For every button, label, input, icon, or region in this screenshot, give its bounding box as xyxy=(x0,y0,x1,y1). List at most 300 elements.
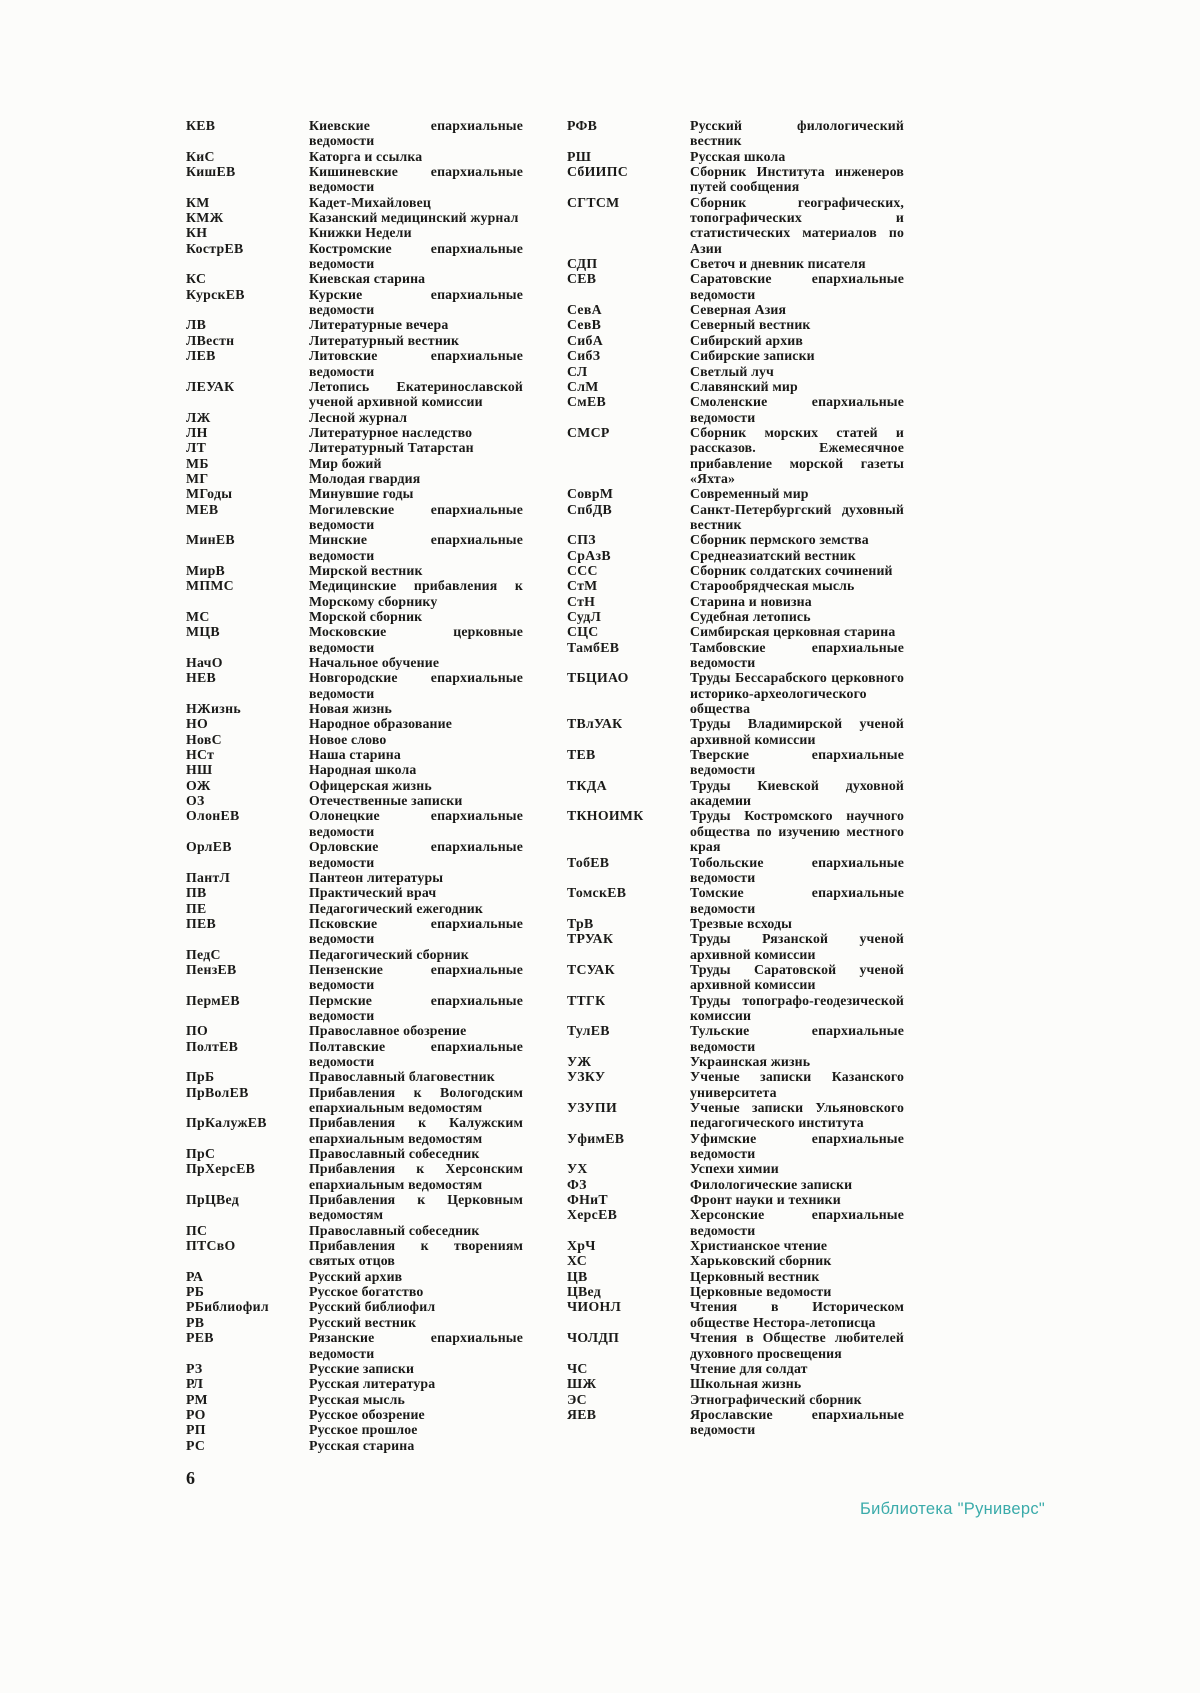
abbreviation-entry xyxy=(186,808,523,839)
abbreviation-entry xyxy=(186,947,523,962)
definition: Чтение для солдат xyxy=(690,1360,808,1376)
abbreviation-entry xyxy=(186,839,523,870)
abbreviation: РС xyxy=(186,1437,206,1453)
abbreviation-entry xyxy=(567,425,904,486)
abbreviation: СПЗ xyxy=(567,532,596,548)
abbreviation: ПЕВ xyxy=(186,915,217,931)
abbreviation: СЦС xyxy=(567,624,599,640)
abbreviation-entry xyxy=(186,1069,523,1084)
abbreviation: СМСР xyxy=(567,424,610,440)
abbreviation-entry xyxy=(567,931,904,962)
abbreviation: ТКДА xyxy=(567,777,607,793)
abbreviation-entry xyxy=(186,1330,523,1361)
definition: Чтения в Обществе любителей духовного просвещения xyxy=(690,1330,904,1361)
abbreviation-entry xyxy=(567,747,904,778)
abbreviation: ОлонЕВ xyxy=(186,808,240,824)
abbreviation: СевВ xyxy=(567,317,602,333)
abbreviation-entry xyxy=(567,1376,904,1391)
definition: Литературные вечера xyxy=(309,317,449,333)
definition: Новое слово xyxy=(309,731,387,747)
abbreviation: ЛВ xyxy=(186,317,207,333)
abbreviation-entry xyxy=(186,993,523,1024)
abbreviation-entry xyxy=(567,778,904,809)
definition: Сборник Института инженеров путей сообщения xyxy=(690,164,904,195)
abbreviation-entry xyxy=(186,440,523,455)
definition: Русская мысль xyxy=(309,1391,405,1407)
definition: Прибавления к Церковным ведомостям xyxy=(309,1192,523,1223)
abbreviation: РБ xyxy=(186,1284,205,1300)
abbreviation: ПрХерсЕВ xyxy=(186,1161,256,1177)
abbreviation: СДП xyxy=(567,256,598,272)
abbreviation: ТКНОИМК xyxy=(567,808,644,824)
abbreviation-entry xyxy=(567,256,904,271)
abbreviation-entry xyxy=(567,993,904,1024)
definition: Сибирские записки xyxy=(690,348,815,364)
abbreviation-entry xyxy=(567,302,904,317)
abbreviation-entry xyxy=(186,762,523,777)
abbreviation: ЛЕВ xyxy=(186,348,216,364)
abbreviation: УфимЕВ xyxy=(567,1130,625,1146)
definition: Тамбовские епархиальные ведомости xyxy=(690,639,904,671)
abbreviation: ПолтЕВ xyxy=(186,1038,239,1054)
abbreviation-entry xyxy=(567,1207,904,1238)
abbreviation: СбИИПС xyxy=(567,164,628,180)
definition: Украинская жизнь xyxy=(690,1053,811,1069)
abbreviation: КишЕВ xyxy=(186,164,236,180)
definition: Практический врач xyxy=(309,885,437,901)
definition: Лесной журнал xyxy=(309,409,408,425)
abbreviation-entry xyxy=(186,379,523,410)
abbreviation-entry xyxy=(567,317,904,332)
abbreviation: ТулЕВ xyxy=(567,1023,610,1039)
definition: Труды Костромского научного общества по изучению местного края xyxy=(690,808,904,855)
abbreviation: РШ xyxy=(567,148,592,164)
abbreviation-entry xyxy=(186,885,523,900)
definition: Рязанские епархиальные ведомости xyxy=(309,1330,523,1361)
abbreviation: МинЕВ xyxy=(186,532,235,548)
definition: Ярославские епархиальные ведомости xyxy=(690,1406,904,1438)
abbreviation-entry xyxy=(186,271,523,286)
abbreviation-entry xyxy=(186,701,523,716)
definition: Северная Азия xyxy=(690,302,787,318)
abbreviation: ТомскЕВ xyxy=(567,885,627,901)
abbreviation: ПрБ xyxy=(186,1069,215,1085)
definition: Педагогический сборник xyxy=(309,946,469,962)
abbreviation: ПТСвО xyxy=(186,1238,236,1254)
abbreviation: ЧИОНЛ xyxy=(567,1299,622,1315)
abbreviation-entry xyxy=(567,1407,904,1438)
abbreviation-entry xyxy=(186,287,523,318)
abbreviation: СоврМ xyxy=(567,486,614,502)
abbreviation: ЛТ xyxy=(186,440,207,456)
definition: Труды Рязанской ученой архивной комиссии xyxy=(690,931,904,962)
definition: Старообрядческая мысль xyxy=(690,578,855,594)
abbreviation-entry xyxy=(186,317,523,332)
abbreviation-entry xyxy=(186,563,523,578)
definition: Орловские епархиальные ведомости xyxy=(309,839,523,870)
abbreviation: ПрВолЕВ xyxy=(186,1084,249,1100)
definition: Казанский медицинский журнал xyxy=(309,210,519,226)
abbreviation-entry xyxy=(567,333,904,348)
definition: Светоч и дневник писателя xyxy=(690,256,866,272)
abbreviation-entry xyxy=(567,609,904,624)
abbreviation: ПрЦВед xyxy=(186,1192,240,1208)
abbreviation-entry xyxy=(186,1115,523,1146)
abbreviation-entry xyxy=(186,164,523,195)
definition: Тульские епархиальные ведомости xyxy=(690,1023,904,1054)
abbreviation: ПЕ xyxy=(186,900,207,916)
abbreviation: ОЗ xyxy=(186,793,205,809)
definition: Новая жизнь xyxy=(309,701,392,717)
definition: Судебная летопись xyxy=(690,609,811,624)
definition: Русский архив xyxy=(309,1268,403,1284)
definition: Труды Бессарабского церковного историко-археологического общества xyxy=(690,670,904,717)
abbreviation: НШ xyxy=(186,762,213,778)
abbreviation-entry xyxy=(186,241,523,272)
definition: Славянский мир xyxy=(690,378,798,394)
abbreviation-entry xyxy=(567,563,904,578)
abbreviation: КострЕВ xyxy=(186,240,244,256)
definition: Медицинские прибавления к Морскому сборнику xyxy=(309,578,523,609)
definition: Киевская старина xyxy=(309,271,426,287)
abbreviation: СлМ xyxy=(567,378,599,394)
abbreviation: ЯЕВ xyxy=(567,1406,597,1422)
abbreviation-entry xyxy=(186,1315,523,1330)
abbreviation: МБ xyxy=(186,455,209,471)
definition: Симбирская церковная старина xyxy=(690,624,896,640)
abbreviation-entry xyxy=(186,348,523,379)
abbreviation-entry xyxy=(567,1161,904,1176)
abbreviation: МПМС xyxy=(186,578,234,594)
abbreviation-entry xyxy=(186,901,523,916)
definition: Начальное обучение xyxy=(309,655,440,671)
abbreviation-entry xyxy=(567,670,904,716)
abbreviation-entry xyxy=(186,870,523,885)
abbreviation-entry xyxy=(567,1253,904,1268)
abbreviation-entry xyxy=(186,778,523,793)
definition: Прибавления к Херсонским епархиальным ведомостям xyxy=(309,1161,523,1192)
definition: Ученые записки Казанского университета xyxy=(690,1069,904,1100)
abbreviation-entry xyxy=(567,855,904,886)
definition: Томские епархиальные ведомости xyxy=(690,885,904,916)
abbreviation: ТВлУАК xyxy=(567,716,623,732)
abbreviation: СтН xyxy=(567,593,596,609)
abbreviation-entry xyxy=(186,1039,523,1070)
definition: Русское богатство xyxy=(309,1284,424,1300)
abbreviation: СибЗ xyxy=(567,348,601,364)
definition: Харьковский сборник xyxy=(690,1253,832,1269)
abbreviation: НачО xyxy=(186,655,223,671)
definition: Каторга и ссылка xyxy=(309,148,423,164)
definition: Псковские епархиальные ведомости xyxy=(309,915,523,947)
definition: Сборник морских статей и рассказов. Ежемесячное прибавление морской газеты «Яхта» xyxy=(690,424,904,486)
abbreviation-entry xyxy=(567,1269,904,1284)
right-column xyxy=(567,118,904,1453)
abbreviation: МирВ xyxy=(186,562,226,578)
abbreviation: МЦВ xyxy=(186,624,220,640)
abbreviation-entry xyxy=(567,1054,904,1069)
abbreviation: МЕВ xyxy=(186,501,219,517)
abbreviation: РФВ xyxy=(567,118,598,133)
abbreviation-entry xyxy=(567,624,904,639)
abbreviation: ПрС xyxy=(186,1146,216,1162)
abbreviation: УЗКУ xyxy=(567,1069,606,1085)
definition: Старина и новизна xyxy=(690,593,812,609)
abbreviation: ЛЕУАК xyxy=(186,378,235,394)
definition: Русский вестник xyxy=(309,1314,417,1330)
abbreviation-entry xyxy=(186,1407,523,1422)
abbreviation: ЛН xyxy=(186,424,208,440)
abbreviation-entry xyxy=(567,1392,904,1407)
definition: Православный собеседник xyxy=(309,1146,480,1162)
abbreviation: ПрКалужЕВ xyxy=(186,1115,267,1131)
definition: Уфимские епархиальные ведомости xyxy=(690,1130,904,1162)
definition: Литовские епархиальные ведомости xyxy=(309,348,523,379)
definition: Наша старина xyxy=(309,747,401,763)
abbreviation-entry xyxy=(186,609,523,624)
abbreviation: ТрВ xyxy=(567,915,594,931)
library-watermark: Библиотека "Руниверс" xyxy=(860,1500,1046,1518)
abbreviation-entry xyxy=(567,578,904,593)
abbreviation: РЕВ xyxy=(186,1330,214,1346)
definition: Саратовские епархиальные ведомости xyxy=(690,271,904,302)
definition: Этнографический сборник xyxy=(690,1391,862,1407)
definition: Светлый луч xyxy=(690,363,774,379)
definition: Христианское чтение xyxy=(690,1238,828,1254)
definition: Олонецкие епархиальные ведомости xyxy=(309,808,523,839)
definition: Санкт-Петербургский духовный вестник xyxy=(690,501,904,532)
definition: Педагогический ежегодник xyxy=(309,900,483,916)
abbreviation: НО xyxy=(186,716,209,732)
abbreviation: ОрлЕВ xyxy=(186,839,232,855)
abbreviation: КЕВ xyxy=(186,118,216,133)
abbreviation-entry xyxy=(186,578,523,609)
abbreviation-entry xyxy=(567,548,904,563)
definition: Литературное наследство xyxy=(309,424,473,440)
abbreviation: ФЗ xyxy=(567,1176,587,1192)
definition: Школьная жизнь xyxy=(690,1376,802,1392)
definition: Церковные ведомости xyxy=(690,1284,832,1300)
definition: Чтения в Историческом обществе Нестора-летописца xyxy=(690,1299,904,1330)
abbreviation-entry xyxy=(186,425,523,440)
abbreviation: ТамбЕВ xyxy=(567,639,620,655)
definition: Пантеон литературы xyxy=(309,869,444,885)
definition: Курские епархиальные ведомости xyxy=(309,286,523,318)
abbreviation-entry xyxy=(186,1361,523,1376)
abbreviation: МС xyxy=(186,609,210,624)
abbreviation-entry xyxy=(567,808,904,854)
abbreviation: РЗ xyxy=(186,1360,203,1376)
abbreviation-entry xyxy=(186,916,523,947)
definition: Среднеазиатский вестник xyxy=(690,547,856,563)
abbreviation-entry xyxy=(186,793,523,808)
abbreviation: КС xyxy=(186,271,207,287)
abbreviation: КМЖ xyxy=(186,210,224,226)
abbreviation: ПермЕВ xyxy=(186,992,240,1008)
abbreviation: КМ xyxy=(186,194,210,210)
abbreviation-entry xyxy=(567,1299,904,1330)
abbreviation-entry xyxy=(567,348,904,363)
definition: Филологические записки xyxy=(690,1176,853,1192)
abbreviation-entry xyxy=(186,1085,523,1116)
definition: Киевские епархиальные ведомости xyxy=(309,118,523,149)
abbreviation: НЖизнь xyxy=(186,701,241,717)
abbreviation-entry xyxy=(186,624,523,655)
abbreviation-entry xyxy=(567,716,904,747)
abbreviation: СпбДВ xyxy=(567,501,613,517)
abbreviation-entry xyxy=(186,670,523,701)
definition: Костромские епархиальные ведомости xyxy=(309,240,523,272)
abbreviation-entry xyxy=(567,532,904,547)
abbreviation: СибА xyxy=(567,332,603,348)
definition: Кишиневские епархиальные ведомости xyxy=(309,164,523,195)
abbreviation-entry xyxy=(567,379,904,394)
abbreviation: ТТГК xyxy=(567,992,606,1008)
abbreviation: ССС xyxy=(567,562,598,578)
abbreviation-entry xyxy=(567,1177,904,1192)
abbreviation-entry xyxy=(186,502,523,533)
definition: Русская школа xyxy=(690,148,786,164)
abbreviation-entry xyxy=(186,1192,523,1223)
definition: Фронт науки и техники xyxy=(690,1192,841,1208)
abbreviation-entry xyxy=(567,1330,904,1361)
definition: Литературный Татарстан xyxy=(309,440,474,456)
abbreviation: МГ xyxy=(186,470,209,486)
abbreviation-entry xyxy=(567,962,904,993)
abbreviation-entry xyxy=(186,1299,523,1314)
definition: Северный вестник xyxy=(690,317,811,333)
abbreviation-entry xyxy=(186,1023,523,1038)
abbreviation: УЗУПИ xyxy=(567,1100,617,1115)
abbreviation: РМ xyxy=(186,1391,208,1407)
abbreviation: СрАзВ xyxy=(567,547,611,563)
definition: Полтавские епархиальные ведомости xyxy=(309,1038,523,1069)
abbreviation-entry xyxy=(186,1376,523,1391)
abbreviation-entry xyxy=(567,149,904,164)
abbreviation-entry xyxy=(567,1131,904,1162)
abbreviation-entry xyxy=(186,532,523,563)
abbreviation-entry xyxy=(186,1438,523,1453)
abbreviation: ЧС xyxy=(567,1360,588,1376)
abbreviation-entry xyxy=(186,225,523,240)
definition: Русские записки xyxy=(309,1360,415,1376)
abbreviation-entry xyxy=(567,271,904,302)
abbreviation: НовС xyxy=(186,731,222,747)
abbreviation: ПВ xyxy=(186,885,207,901)
abbreviation: ТобЕВ xyxy=(567,854,610,870)
abbreviation-entry xyxy=(186,1422,523,1437)
abbreviation-entry xyxy=(186,333,523,348)
abbreviation-entry xyxy=(567,1238,904,1253)
abbreviation: ЛЖ xyxy=(186,409,211,425)
abbreviation: ТСУАК xyxy=(567,961,615,977)
definition: Мирской вестник xyxy=(309,562,423,578)
definition: Отечественные записки xyxy=(309,793,463,809)
left-column xyxy=(186,118,523,1453)
definition: Трезвые всходы xyxy=(690,915,793,931)
definition: Сибирский архив xyxy=(690,332,803,348)
abbreviation-entry xyxy=(186,195,523,210)
abbreviation-entry xyxy=(186,962,523,993)
definition: Прибавления к творениям святых отцов xyxy=(309,1238,523,1269)
abbreviation: ХС xyxy=(567,1253,588,1269)
definition: Русская литература xyxy=(309,1376,436,1392)
definition: Молодая гвардия xyxy=(309,470,421,486)
abbreviation: ТРУАК xyxy=(567,931,614,947)
abbreviation-entry xyxy=(186,456,523,471)
definition: Современный мир xyxy=(690,486,809,502)
definition: Сборник солдатских сочинений xyxy=(690,562,893,578)
definition: Херсонские епархиальные ведомости xyxy=(690,1207,904,1238)
abbreviation: РП xyxy=(186,1422,206,1438)
abbreviation: РВ xyxy=(186,1314,205,1330)
abbreviation-entry xyxy=(186,486,523,501)
abbreviation-entry xyxy=(186,1284,523,1299)
abbreviation-entry xyxy=(186,1392,523,1407)
abbreviation: КурскЕВ xyxy=(186,286,245,302)
definition: Кадет-Михайловец xyxy=(309,194,431,210)
definition: Русское обозрение xyxy=(309,1406,425,1422)
definition: Труды Киевской духовной академии xyxy=(690,777,904,809)
abbreviation: СЕВ xyxy=(567,271,597,287)
definition: Пермские епархиальные ведомости xyxy=(309,992,523,1023)
definition: Могилевские епархиальные ведомости xyxy=(309,501,523,532)
definition: Русский филологический вестник xyxy=(690,118,904,149)
abbreviation-list xyxy=(186,118,938,1453)
abbreviation: ЛВестн xyxy=(186,332,235,348)
abbreviation: ОЖ xyxy=(186,777,211,793)
definition: Русское прошлое xyxy=(309,1422,418,1438)
abbreviation: НСт xyxy=(186,747,215,763)
abbreviation-entry xyxy=(567,1100,904,1131)
abbreviation-entry xyxy=(567,364,904,379)
abbreviation-entry xyxy=(186,655,523,670)
abbreviation-entry xyxy=(186,1161,523,1192)
abbreviation: СмЕВ xyxy=(567,394,606,410)
definition: Труды Владимирской ученой архивной комиссии xyxy=(690,716,904,747)
abbreviation: КиС xyxy=(186,148,215,164)
abbreviation: ХерсЕВ xyxy=(567,1207,618,1223)
abbreviation: СтМ xyxy=(567,578,598,594)
abbreviation-entry xyxy=(567,394,904,425)
abbreviation: ЭС xyxy=(567,1391,587,1407)
abbreviation-entry xyxy=(567,486,904,501)
abbreviation-entry xyxy=(186,210,523,225)
abbreviation: СГТСМ xyxy=(567,194,620,210)
abbreviation: ТЕВ xyxy=(567,747,596,763)
abbreviation-entry xyxy=(567,1069,904,1100)
abbreviation-entry xyxy=(567,1192,904,1207)
abbreviation-entry xyxy=(567,594,904,609)
abbreviation-entry xyxy=(567,118,904,149)
abbreviation-entry xyxy=(567,916,904,931)
definition: Новгородские епархиальные ведомости xyxy=(309,670,523,701)
abbreviation-entry xyxy=(186,118,523,149)
abbreviation: МГоды xyxy=(186,486,233,502)
abbreviation: ЧОЛДП xyxy=(567,1330,620,1346)
abbreviation-entry xyxy=(186,747,523,762)
definition: Православное обозрение xyxy=(309,1023,467,1039)
abbreviation-entry xyxy=(186,1269,523,1284)
abbreviation-entry xyxy=(186,149,523,164)
abbreviation-entry xyxy=(567,1284,904,1299)
abbreviation: УХ xyxy=(567,1161,588,1177)
abbreviation: НЕВ xyxy=(186,670,217,686)
abbreviation-entry xyxy=(186,732,523,747)
definition: Летопись Екатеринославской ученой архивной комиссии xyxy=(309,378,523,410)
abbreviation: ПО xyxy=(186,1023,209,1039)
abbreviation: ШЖ xyxy=(567,1376,597,1392)
